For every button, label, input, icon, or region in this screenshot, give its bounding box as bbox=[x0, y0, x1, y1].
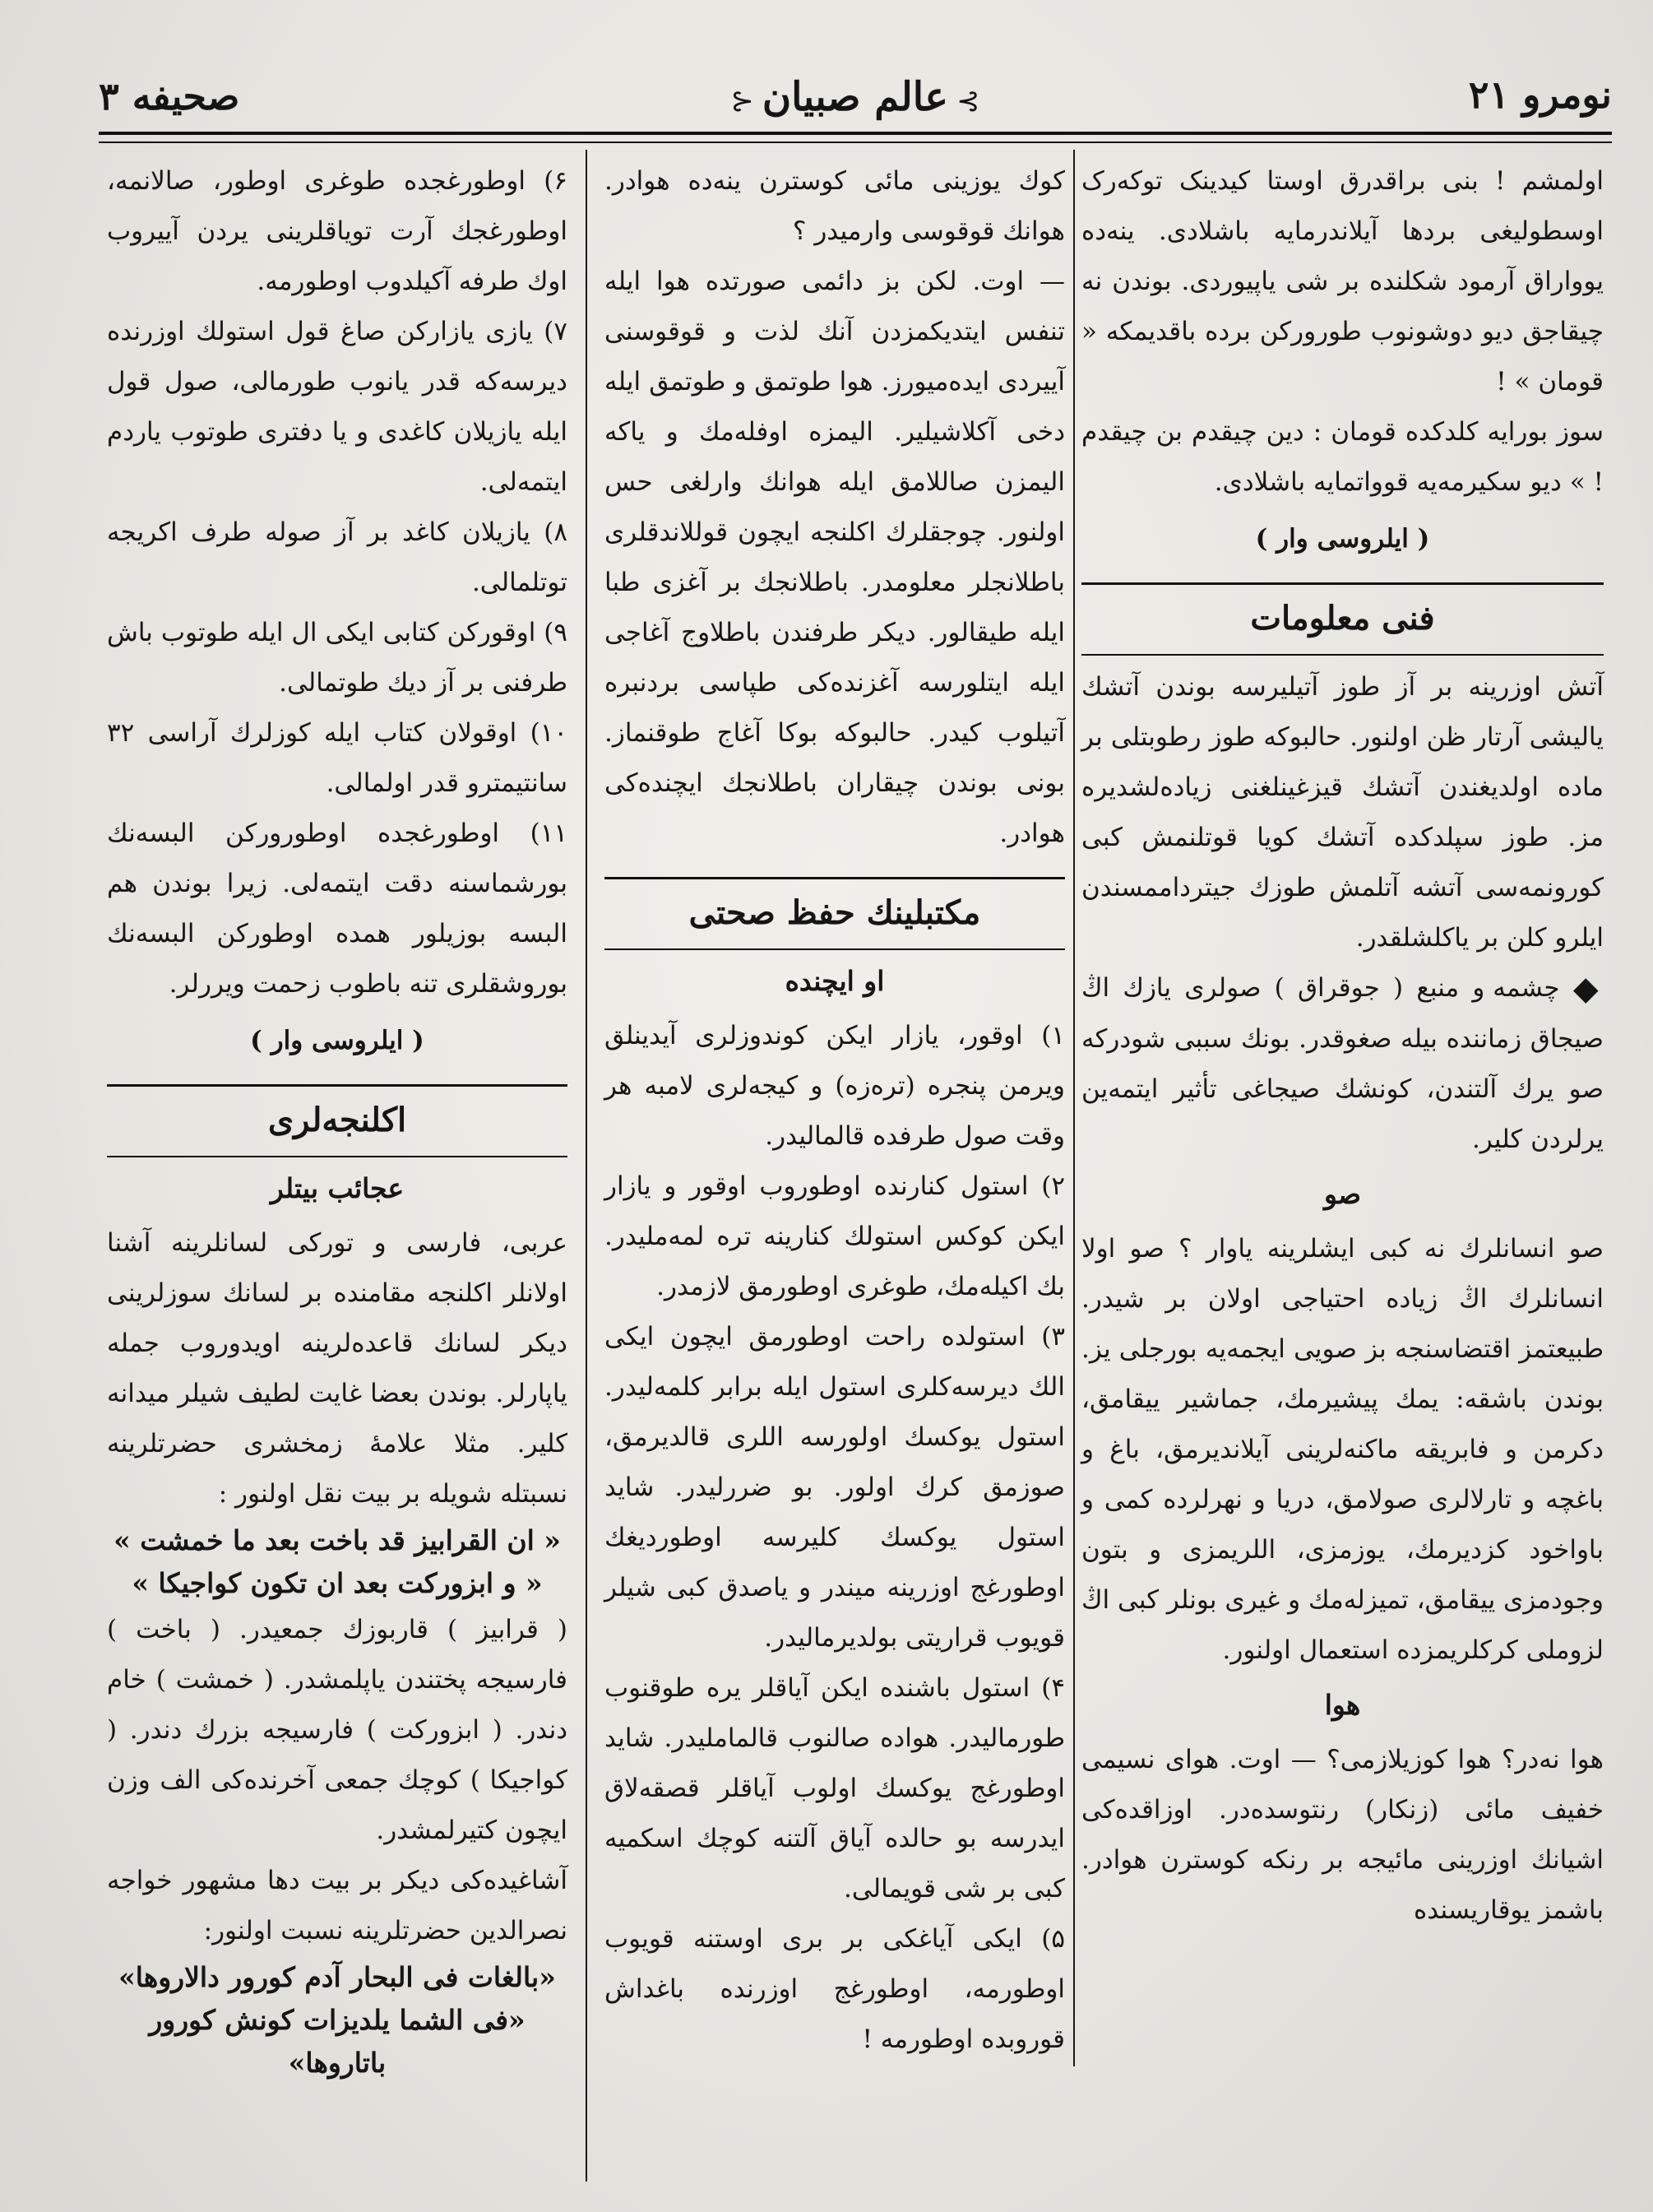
rule-item: ۶) اوطورغجده طوغری اوطور، صالانمه، اوطورغجك آرت تویاقلرینی یردن آییروب اوك طرفه آکیلدوب اوطورمه. bbox=[107, 166, 567, 296]
article-paragraph: صو انسانلرك نە کبی ایشلرینه یاوار ؟ صو اولا انسانلرك اڭ زیاده احتیاجی اولان بر شیدر. طبیعتمز اقتضاسنجه بز صویی ایجمەیە بورجلی یز. بوندن باشقه: یمك پیشیرمك، جماشیر ییقامق، دکرمن و فابریقه ماکنەلرینی آیلاندیرمق، باغ و باغچه و تارلالری صولامق، دریا و نهرلرده کمی و باواخود کزدیرمك، یوزمزی، اللریمزی و بتون وجودمزی ییقامق، تمیزلەمك و غیری بونلر کبی اڭ لزوملی کرکلریمزده استعمال اولنور. bbox=[1081, 1234, 1604, 1665]
section-rule bbox=[604, 877, 1065, 879]
verse-line: «فی الشما یلدیزات کونش کورور باتاروها» bbox=[149, 2004, 526, 2079]
rule-item: ۷) یازی یازارکن صاغ قول استولك اوزرنده دیرسەکه قدر یانوب طورمالی، صول قول ایله یازیلان کاغدی و یا دفتری طوتوب یاردم ایتمەلی. bbox=[107, 317, 567, 497]
verse-line: « ان القرابیز قد باخت بعد ما خمشت » bbox=[113, 1524, 561, 1556]
ornament-left-icon: ⊰ bbox=[730, 85, 754, 118]
column-divider bbox=[1073, 150, 1075, 2066]
subheading-air: هوا bbox=[1324, 1689, 1361, 1721]
article-paragraph: آشاغیدەکی دیکر بر بیت دها مشهور خواجه نصرالدین حضرتلرینه نسبت اولنور: bbox=[107, 1866, 567, 1945]
rule-item: ۳) استولده راحت اوطورمق ایچون ایکی الك دیرسەکلری استول ایله برابر کلمەلیدر. استول یوکسك اولورسه اللری قالدیرمق، صوزمق کرك اولور. بو ضررلیدر. شاید استول یوکسك کلیرسه اوطوردیغك اوطورغج اوزرینه میندر و یاصدق کبی شیلر قویوب قراریتی بولدیرمالیدر. bbox=[604, 1322, 1065, 1653]
article-paragraph: — اوت. لکن بز دائمی صورتده هوا ایله تنفس ایتدیکمزدن آنك لذت و قوقوسنی آییردی ایدەمیورز. هوا طوتمق و طوتمق ایله دخی آکلاشیلیر. الیمزه اوفلەمك و یاکه الیمزن صاللامق ایله هوانك وارلغی حس اولنور. چوجقلرك اکلنجه ایچون قوللاندقلری باطلانجلر معلومدر. باطلانجك بر آغزی طبا ایله طیقالور. دیکر طرفندن باطلاوج آغاجی ایله ایتلورسه آغزندەکی طپاسی بردنبره آتیلوب کیدر. حالبوکه بوکا آغاج طوقنماز. بونی بوندن چیقاران باطلانجك ایچندەکی هوادر. bbox=[604, 267, 1065, 848]
left-column bbox=[107, 156, 567, 2188]
article-paragraph: آتش اوزرینه بر آز طوز آتیلیرسه بوندن آتشك یالیشی آرتار ظن اولنور. حالبوکه طوز رطوبتلی بر ماده اولدیغندن آتشك قیزغینلغنی زیادەلشدیره مز. طوز سپلدکده آتشك کویا قوتلنمش کبی کورونمەسی آتشە آتلمش طوزك جیترداممسندن ایلرو کلن بر یاکلشلقدر. bbox=[1081, 672, 1604, 953]
column-divider bbox=[586, 150, 587, 2182]
section-rule bbox=[107, 1156, 567, 1157]
rule-item: ۹) اوقورکن کتابی ایکی ال ایله طوتوب باش طرفنی بر آز دیك طوتمالی. bbox=[107, 618, 567, 698]
article-paragraph: کوك یوزینی مائی کوسترن ینەده هوادر. هوانك قوقوسی وارمیدر ؟ bbox=[604, 166, 1065, 246]
issue-number: نومرو ۲۱ bbox=[1468, 72, 1612, 117]
rule-item: ۱) اوقور، یازار ایکن کوندوزلری آیدینلق ویرمن پنجره (ترەزه) و کیجەلری لامبه هر وقت صول طرفده قالمالیدر. bbox=[604, 1021, 1065, 1151]
rule-item: ۲) استول کنارنده اوطوروب اوقور و یازار ایکن کوکس استولك کنارینه تره لمەملیدر. بك اکیلەمك، طوغری اوطورمق لازمدر. bbox=[604, 1171, 1065, 1301]
story-continuation-2: سوز بورایە کلدکده قومان : دین چیقدم بن چیقدم ! » دیو سکیرمەیە قوواتمایە باشلادی. bbox=[1081, 417, 1604, 497]
story-continuation: اولمشم ! بنی براقدرق اوستا کیدینک توکەرک اوسطولیغی بردها آیلاندرمایه باشلادی. ینەده یوواراق آرمود شکلنده بر شی یاپیوردی. بوندن نە چیقاجق دیو دوشونوب طورورکن بردە باقدیمکە « قومان » ! bbox=[1081, 166, 1604, 396]
rule-item: ۱۱) اوطورغجده اوطورورکن البسەنك بورشماسنه دقت ایتمەلی. زیرا بوندن هم البسه بوزیلور همده اوطورکن البسەنك بوروشقلری تنه باطوب زحمت ویررلر. bbox=[107, 818, 567, 999]
page-number: صحیفه ۳ bbox=[99, 74, 240, 118]
verse-line: «بالغات فی البحار آدم کورور دالاروها» bbox=[118, 1961, 556, 1993]
rule-item: ۱۰) اوقولان کتاب ایله کوزلرك آراسی ۳۲ سانتیمترو قدر اولمالی. bbox=[107, 718, 567, 798]
subheading-water: صو bbox=[1323, 1178, 1362, 1210]
to-be-continued: ( ایلروسی وار ) bbox=[250, 1026, 424, 1055]
article-paragraph: هوا نەدر؟ هوا کوزیلازمی؟ — اوت. هوای نسیمی خفیف مائی (زنکار) رنتوسدەدر. اوزاقدەکی اشیانك اوزرینی مائیجه بر رنکه کوسترن هوادر. باشمز یوقاریسنده bbox=[1081, 1745, 1604, 1925]
diamond-icon: ◆ bbox=[1572, 970, 1604, 1008]
section-rule bbox=[107, 1084, 567, 1087]
article-paragraph-text: چشمه و منبع ( جوقراق ) صولری یازك اڭ صیجاق زماننده بیله صغوقدر. بونك سببی شودرکه صو یرك آلتندن، کونشك صیجاغی تأثیر ایتمەین یرلردن کلیر. bbox=[1081, 973, 1604, 1154]
masthead-rule-thin bbox=[99, 141, 1612, 143]
subheading-at-home: او ایچنده bbox=[785, 965, 885, 997]
masthead bbox=[99, 66, 1612, 140]
subheading-curious-verses: عجائب بیتلر bbox=[270, 1172, 405, 1204]
section-rule bbox=[1081, 654, 1604, 656]
section-title-science: فنی معلومات bbox=[1250, 599, 1435, 638]
section-title-amusements: اکلنجەلری bbox=[267, 1101, 407, 1139]
rule-item: ۴) استول باشنده ایکن آیاقلر یره طوقنوب طورمالیدر. هوادە صالنوب قالمامليدر. شاید اوطورغج یوکسك اولوب آیاقلر قصقەلاق ایدرسه بو حالده آیاق آلتنه کوچك اسکمیه کبی بر شی قویمالی. bbox=[604, 1673, 1065, 1904]
ornament-right-icon: ⊱ bbox=[956, 85, 980, 118]
to-be-continued: ( ایلروسی وار ) bbox=[1255, 524, 1430, 554]
section-rule bbox=[1081, 582, 1604, 585]
rule-item: ۵) ایکی آیاغکی بر بری اوستنه قویوب اوطورمه، اوطورغج اوزرنده باغداش قوروبده اوطورمه ! bbox=[604, 1924, 1065, 2054]
masthead-rule bbox=[99, 132, 1612, 135]
article-paragraph: عربی، فارسی و تورکی لسانلرینه آشنا اولانلر اکلنجه مقامنده بر لسانك سوزلرینی دیکر لسانك قاعدەلرینه اویدوروب جمله یاپارلر. بوندن بعضا غایت لطیف شیلر میدانه کلیر. مثلا علامهٔ زمخشری حضرتلرینه نسبتله شویله بر بیت نقل اولنور : bbox=[107, 1228, 567, 1509]
section-title-health: مکتبلینك حفظ صحتی bbox=[688, 893, 981, 932]
article-paragraph: ( قرابیز ) قاربوزك جمعیدر. ( باخت ) فارسیجه پختندن یاپلمشدر. ( خمشت ) خام دندر. ( ابزورکت ) فارسیجه بزرك دندر. ( کواجیکا ) کوچك جمعی آخرندەکی الف وزن ایچون کتیرلمشدر. bbox=[107, 1615, 567, 1845]
article-paragraph bbox=[1081, 963, 1604, 1165]
newspaper-title bbox=[722, 74, 988, 120]
middle-column bbox=[604, 156, 1065, 2188]
rule-item: ۸) یازیلان کاغد بر آز صوله طرف اکریجه توتلمالی. bbox=[107, 517, 567, 597]
verse-line: « و ابزورکت بعد ان تکون کواجیکا » bbox=[132, 1567, 543, 1599]
section-rule bbox=[604, 948, 1065, 950]
newspaper-title-text: عالم صبیان bbox=[762, 74, 949, 120]
right-column bbox=[1081, 156, 1604, 2188]
